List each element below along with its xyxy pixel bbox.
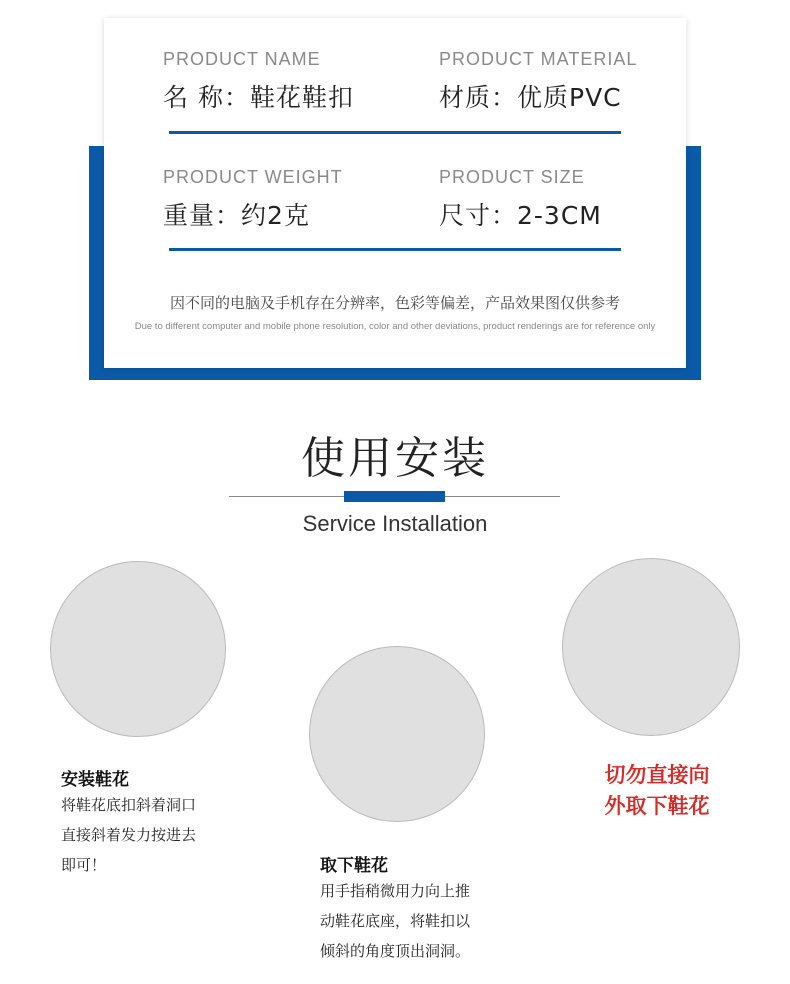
product-weight-value: 重量：约2克 bbox=[163, 201, 310, 230]
product-size-value: 尺寸：2-3CM bbox=[439, 201, 602, 230]
disclaimer-en: Due to different computer and mobile phone resolution, color and other deviations, product renderings are for reference only bbox=[134, 321, 656, 332]
spec-divider-2 bbox=[169, 248, 621, 251]
product-material-label-en: PRODUCT MATERIAL bbox=[439, 49, 638, 69]
disclaimer-zh: 因不同的电脑及手机存在分辨率，色彩等偏差，产品效果图仅供参考 bbox=[169, 294, 620, 312]
step-remove-line: 动鞋花底座，将鞋扣以 bbox=[320, 912, 471, 930]
step-install-line: 直接斜着发力按进去 bbox=[61, 826, 197, 844]
install-step-image bbox=[50, 561, 226, 737]
step-install-title: 安装鞋花 bbox=[61, 770, 129, 790]
step-remove-line: 倾斜的角度顶出洞洞。 bbox=[320, 942, 471, 960]
spec-divider-1 bbox=[169, 131, 621, 134]
warning-line: 切勿直接向 bbox=[604, 763, 710, 787]
spec-card bbox=[104, 18, 686, 368]
section-accent-bar bbox=[344, 491, 445, 502]
section-subtitle: Service Installation bbox=[302, 511, 488, 536]
remove-step-image bbox=[309, 646, 485, 822]
product-name-value: 名 称：鞋花鞋扣 bbox=[163, 83, 354, 112]
step-remove-line: 用手指稍微用力向上推 bbox=[320, 882, 471, 900]
step-install-desc bbox=[61, 790, 196, 880]
step-install-line: 即可！ bbox=[61, 856, 107, 874]
warning-image bbox=[562, 558, 740, 736]
product-name-label-en: PRODUCT NAME bbox=[163, 49, 321, 69]
section-title: 使用安装 bbox=[301, 433, 489, 484]
warning-line: 外取下鞋花 bbox=[604, 794, 710, 818]
step-remove-title: 取下鞋花 bbox=[320, 856, 388, 876]
product-size-label-en: PRODUCT SIZE bbox=[439, 167, 585, 187]
warning-text bbox=[572, 760, 742, 822]
product-weight-label-en: PRODUCT WEIGHT bbox=[163, 167, 343, 187]
step-remove-desc bbox=[320, 876, 470, 966]
step-install-line: 将鞋花底扣斜着洞口 bbox=[61, 796, 197, 814]
product-material-value: 材质：优质PVC bbox=[439, 83, 622, 112]
